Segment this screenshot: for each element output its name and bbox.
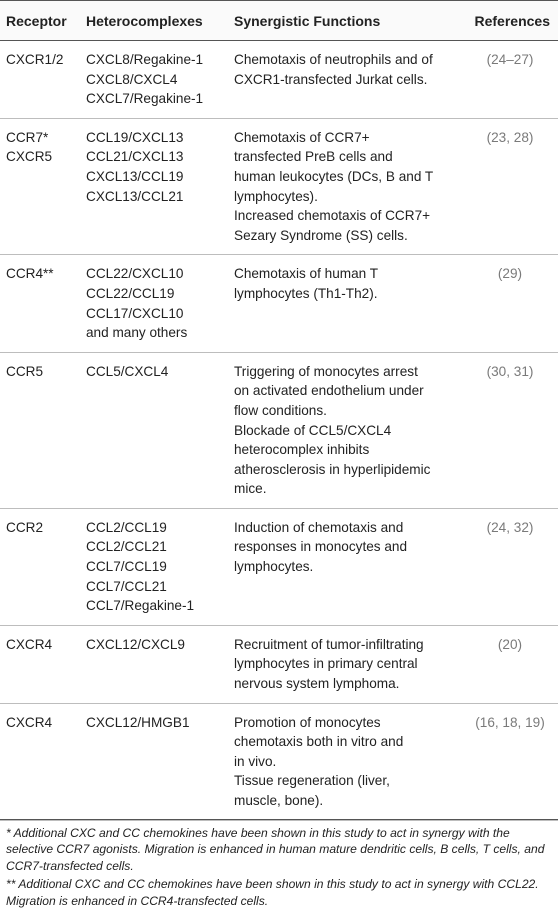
receptor-line: CXCR4 [6, 714, 53, 730]
functions-line: Sezary Syndrome (SS) cells. [234, 227, 408, 243]
heterocomplexes-line: CXCL13/CCL19 [86, 168, 184, 184]
heterocomplexes-line: CCL7/CCL19 [86, 559, 167, 575]
cell-functions [228, 255, 462, 352]
receptor-line: CXCR4 [6, 636, 53, 652]
functions-line: Induction of chemotaxis and [234, 519, 404, 535]
cell-heterocomplexes [80, 625, 228, 703]
functions-line: responses in monocytes and [234, 539, 408, 555]
cell-references: (23, 28) [462, 118, 558, 255]
cell-receptor [0, 118, 80, 255]
cell-functions [228, 41, 462, 119]
cell-functions [228, 352, 462, 508]
heterocomplexes-line: CCL17/CXCL10 [86, 305, 184, 321]
cell-receptor [0, 703, 80, 820]
header-row [0, 1, 558, 41]
table-row [0, 118, 558, 255]
receptor-lines [6, 635, 76, 655]
functions-line: Promotion of monocytes [234, 714, 381, 730]
functions-lines [234, 713, 458, 811]
functions-line: Chemotaxis of neutrophils and of [234, 52, 433, 67]
heterocomplexes-line: CCL2/CCL21 [86, 539, 167, 555]
heterocomplexes-lines [86, 713, 224, 733]
functions-line: in vivo. [234, 753, 277, 769]
cell-heterocomplexes [80, 255, 228, 352]
cell-references: (24, 32) [462, 508, 558, 625]
receptor-lines [6, 713, 76, 733]
cell-references: (30, 31) [462, 352, 558, 508]
functions-line: heterocomplex inhibits [234, 442, 370, 458]
heterocomplexes-lines [86, 635, 224, 655]
heterocomplexes-line: CCL2/CCL19 [86, 519, 167, 535]
functions-line: atherosclerosis in hyperlipidemic [234, 461, 431, 477]
heterocomplexes-lines [86, 362, 224, 382]
functions-line: flow conditions. [234, 402, 327, 418]
functions-lines [234, 50, 458, 89]
functions-lines [234, 518, 458, 577]
functions-line: lymphocytes. [234, 559, 314, 575]
functions-line: mice. [234, 481, 267, 497]
header-references: References [462, 1, 558, 41]
table-row [0, 41, 558, 119]
table-row [0, 625, 558, 703]
heterocomplexes-lines [86, 518, 224, 616]
heterocomplexes-line: CXCL13/CCL21 [86, 188, 184, 204]
heterocomplexes-line: CXCL8/CXCL4 [86, 71, 178, 87]
receptor-line: CCR7* [6, 129, 49, 145]
functions-line: Increased chemotaxis of CCR7+ [234, 208, 431, 224]
footnotes [0, 819, 558, 909]
cell-heterocomplexes [80, 703, 228, 820]
cell-functions [228, 703, 462, 820]
functions-line: muscle, bone). [234, 793, 324, 808]
table-row [0, 508, 558, 625]
heterocomplexes-line: CXCL7/Regakine-1 [86, 91, 204, 107]
functions-lines [234, 264, 458, 303]
footnote-1: * Additional CXC and CC chemokines have been shown in this study to act in synergy with the selective CCR7 agonists. Migration is enhanced in human mature dendritic cells, B cells, T cells, and CCR7-transfected cells. [6, 826, 545, 873]
heterocomplexes-line: CCL7/CCL21 [86, 578, 167, 594]
heterocomplexes-lines [86, 128, 224, 206]
functions-line: Tissue regeneration (liver, [234, 773, 390, 789]
functions-line: on activated endothelium under [234, 383, 424, 399]
cell-references: (20) [462, 625, 558, 703]
functions-line: human leukocytes (DCs, B and T [234, 168, 434, 184]
receptor-lines [6, 518, 76, 538]
table-row [0, 703, 558, 820]
cell-receptor [0, 625, 80, 703]
receptor-line: CXCR1/2 [6, 52, 64, 67]
functions-line: Recruitment of tumor-infiltrating [234, 636, 424, 652]
cell-receptor [0, 41, 80, 119]
table-body [0, 41, 558, 821]
functions-line: transfected PreB cells and [234, 149, 393, 165]
cell-receptor [0, 508, 80, 625]
functions-line: Blockade of CCL5/CXCL4 [234, 422, 392, 438]
cell-functions [228, 508, 462, 625]
receptor-lines [6, 128, 76, 167]
receptor-line: CCR2 [6, 519, 44, 535]
cell-receptor [0, 352, 80, 508]
header-heterocomplexes: Heterocomplexes [80, 1, 228, 41]
footnote-2: ** Additional CXC and CC chemokines have been shown in this study to act in synergy with CCL22. Migration is enhanced in CCR4-transfected cells. [6, 877, 539, 908]
cell-heterocomplexes [80, 118, 228, 255]
receptor-lines [6, 362, 76, 382]
heterocomplexes-line: CXCL8/Regakine-1 [86, 52, 204, 67]
cell-references: (24–27) [462, 41, 558, 119]
heterocomplexes-line: and many others [86, 325, 188, 341]
receptor-lines [6, 264, 76, 284]
heterocomplexes-lines [86, 50, 224, 109]
cell-references: (16, 18, 19) [462, 703, 558, 820]
receptor-line: CXCR5 [6, 149, 53, 165]
cell-functions [228, 118, 462, 255]
table-row [0, 255, 558, 352]
functions-line: lymphocytes in primary central [234, 656, 418, 672]
heterocomplexes-line: CCL19/CXCL13 [86, 129, 184, 145]
cell-references: (29) [462, 255, 558, 352]
cell-heterocomplexes [80, 508, 228, 625]
heterocomplexes-line: CCL7/Regakine-1 [86, 598, 195, 614]
functions-line: lymphocytes). [234, 188, 318, 204]
functions-line: Chemotaxis of human T [234, 266, 379, 282]
functions-lines [234, 128, 458, 246]
heterocomplexes-lines [86, 264, 224, 342]
functions-lines [234, 362, 458, 499]
cell-heterocomplexes [80, 41, 228, 119]
heterocomplexes-line: CCL22/CCL19 [86, 285, 175, 301]
heterocomplexes-line: CCL21/CXCL13 [86, 149, 184, 165]
receptor-line: CCR5 [6, 363, 44, 379]
heterocomplexes-line: CCL5/CXCL4 [86, 363, 169, 379]
cell-receptor [0, 255, 80, 352]
heterocomplexes-line: CXCL12/CXCL9 [86, 636, 185, 652]
cell-functions [228, 625, 462, 703]
functions-line: Triggering of monocytes arrest [234, 363, 418, 379]
receptor-lines [6, 50, 76, 70]
cell-heterocomplexes [80, 352, 228, 508]
functions-line: nervous system lymphoma. [234, 676, 400, 692]
heterocomplexes-line: CXCL12/HMGB1 [86, 714, 190, 730]
functions-line: CXCR1-transfected Jurkat cells. [234, 71, 428, 87]
functions-lines [234, 635, 458, 694]
header-functions: Synergistic Functions [228, 1, 462, 41]
functions-line: chemotaxis both in vitro and [234, 734, 404, 750]
header-receptor: Receptor [0, 1, 80, 41]
heterocomplexes-line: CCL22/CXCL10 [86, 266, 184, 282]
functions-line: lymphocytes (Th1-Th2). [234, 285, 378, 301]
receptor-line: CCR4** [6, 266, 54, 282]
functions-line: Chemotaxis of CCR7+ [234, 129, 370, 145]
table-row [0, 352, 558, 508]
